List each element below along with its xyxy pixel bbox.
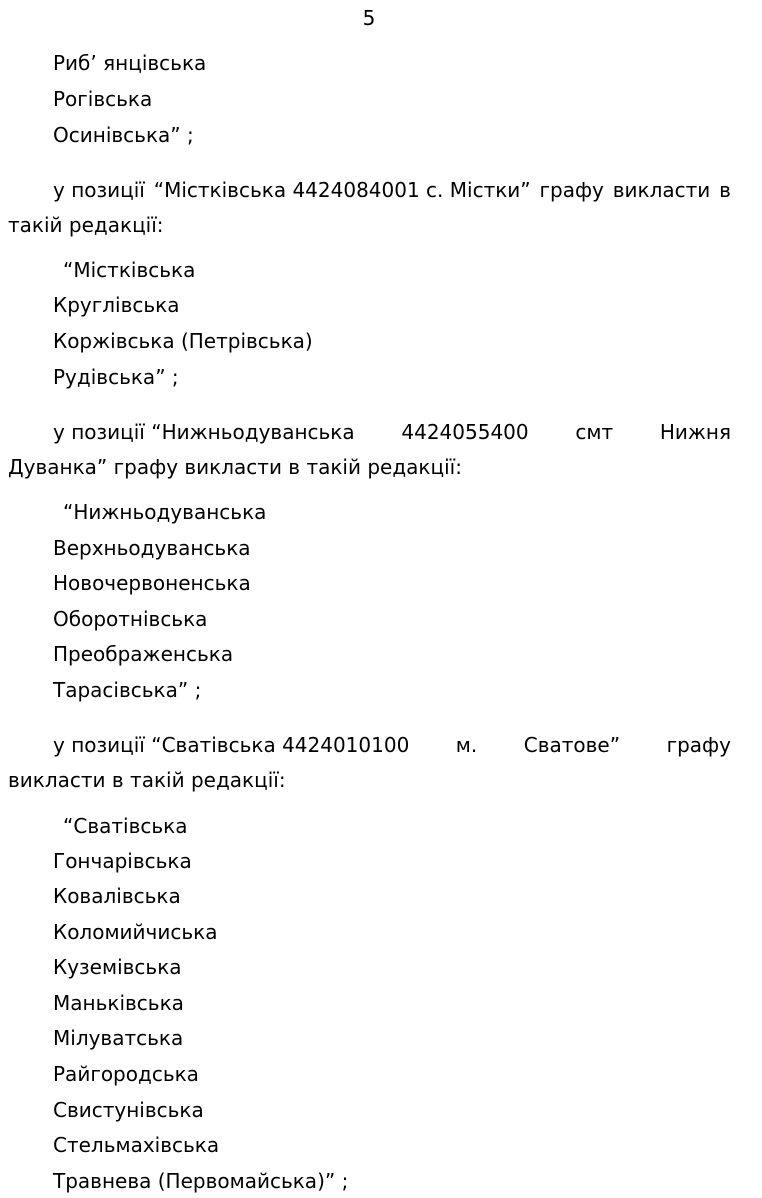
text-fragment: Нижня xyxy=(659,420,731,444)
list-item: Новочервоненська xyxy=(53,571,251,595)
list-item: Райгородська xyxy=(53,1062,199,1086)
text-fragment: у позиції “Сватівська 4424010100 xyxy=(53,733,410,757)
list-item: “Містківська xyxy=(63,258,196,282)
list-item: Куземівська xyxy=(53,955,182,979)
list-item: Маньківська xyxy=(53,991,184,1015)
list-item: Риб’ янцівська xyxy=(53,51,207,75)
text-fragment: у позиції “Нижньодуванська xyxy=(53,420,355,444)
list-item: Верхньодуванська xyxy=(53,536,251,560)
list-item: Тарасівська” ; xyxy=(53,678,202,702)
text-fragment: графу xyxy=(539,178,604,202)
text-fragment: смт xyxy=(575,420,614,444)
list-item: Травнева (Первомайська)” ; xyxy=(53,1169,349,1193)
text-fragment: “Містківська 4424084001 с. Містки” xyxy=(153,178,531,202)
list-item: Оборотнівська xyxy=(53,607,208,631)
paragraph-mistky-line1 xyxy=(53,177,731,203)
list-item: Стельмахівська xyxy=(53,1133,220,1157)
list-item: “Нижньодуванська xyxy=(63,500,267,524)
text-fragment: викласти xyxy=(612,178,711,202)
list-item: Круглівська xyxy=(53,293,180,317)
list-item: Коржівська (Петрівська) xyxy=(53,329,313,353)
paragraph-svatove-line1 xyxy=(53,732,731,758)
list-item: Мілуватська xyxy=(53,1026,184,1050)
list-item: Коломийчиська xyxy=(53,920,218,944)
page-number: 5 xyxy=(362,6,376,30)
text-fragment: в xyxy=(719,178,731,202)
text-fragment: 4424055400 xyxy=(401,420,529,444)
list-item: Рудівська” ; xyxy=(53,365,179,389)
paragraph-svatove-line2: викласти в такій редакції: xyxy=(8,768,286,792)
paragraph-nyzhnia-line2: Дуванка” графу викласти в такій редакції: xyxy=(8,455,462,479)
list-item: “Сватівська xyxy=(63,814,188,838)
text-fragment: м. xyxy=(455,733,478,757)
text-fragment: графу xyxy=(666,733,731,757)
list-item: Гончарівська xyxy=(53,849,192,873)
list-item: Преображенська xyxy=(53,642,234,666)
list-item: Ковалівська xyxy=(53,884,181,908)
paragraph-mistky-line2: такій редакції: xyxy=(8,213,164,237)
list-item: Осинівська” ; xyxy=(53,123,194,147)
list-item: Свистунівська xyxy=(53,1098,204,1122)
text-fragment: Сватове” xyxy=(523,733,621,757)
list-item: Рогівська xyxy=(53,87,153,111)
paragraph-nyzhnia-line1 xyxy=(53,419,731,445)
text-fragment: у позиції xyxy=(53,178,145,202)
